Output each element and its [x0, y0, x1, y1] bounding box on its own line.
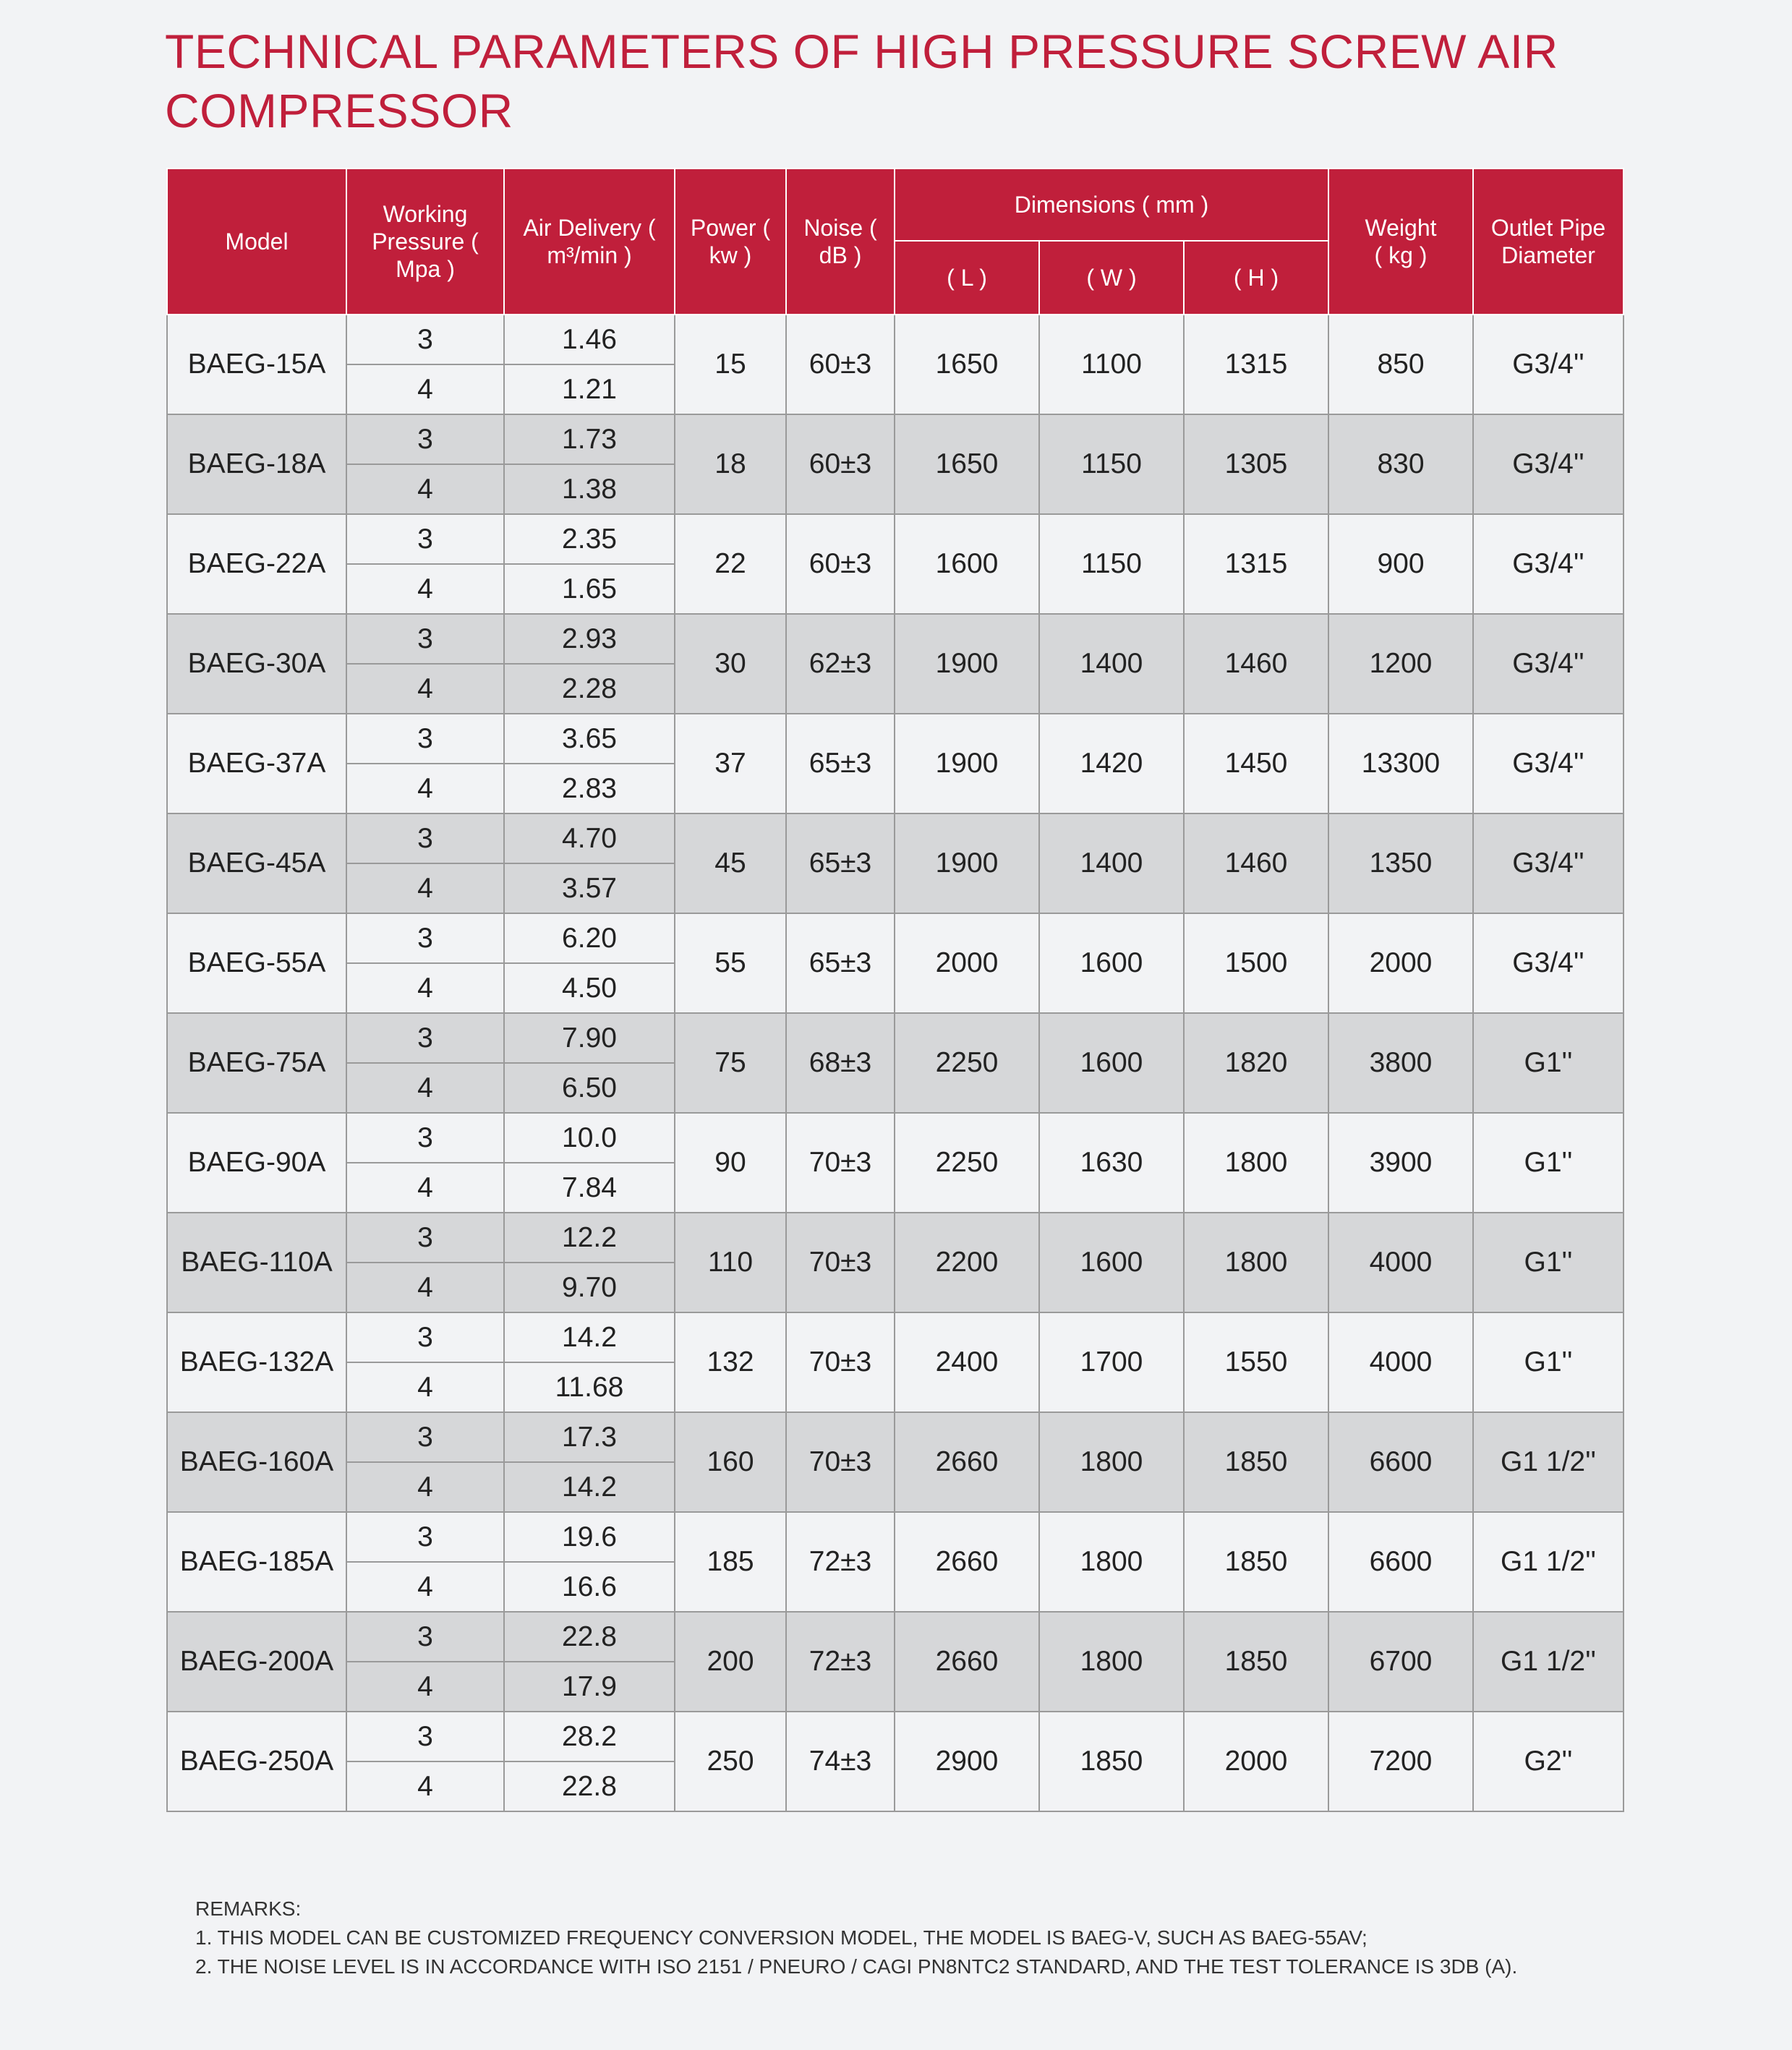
- noise-cell: 65±3: [786, 913, 895, 1013]
- header-noise: Noise ( dB ): [786, 168, 895, 315]
- pressure-cell: 3: [346, 714, 504, 764]
- power-cell: 37: [675, 714, 786, 813]
- air-delivery-cell: 17.9: [504, 1662, 675, 1712]
- length-cell: 1900: [895, 813, 1039, 913]
- pressure-cell: 3: [346, 1712, 504, 1761]
- outlet-pipe-cell: G3/4'': [1473, 614, 1624, 714]
- model-cell: BAEG-18A: [167, 414, 346, 514]
- page-title: TECHNICAL PARAMETERS OF HIGH PRESSURE SCREW AIR COMPRESSOR: [165, 25, 1558, 137]
- pressure-cell: 3: [346, 315, 504, 364]
- height-cell: 1800: [1184, 1213, 1328, 1312]
- header-dim-w: ( W ): [1039, 241, 1184, 315]
- outlet-pipe-cell: G1'': [1473, 1312, 1624, 1412]
- weight-cell: 900: [1328, 514, 1473, 614]
- model-cell: BAEG-15A: [167, 315, 346, 414]
- pressure-cell: 3: [346, 913, 504, 963]
- noise-cell: 65±3: [786, 813, 895, 913]
- length-cell: 2250: [895, 1013, 1039, 1113]
- outlet-pipe-cell: G3/4'': [1473, 813, 1624, 913]
- outlet-pipe-cell: G1'': [1473, 1213, 1624, 1312]
- air-delivery-cell: 9.70: [504, 1263, 675, 1312]
- length-cell: 1650: [895, 315, 1039, 414]
- height-cell: 1315: [1184, 514, 1328, 614]
- power-cell: 22: [675, 514, 786, 614]
- pressure-cell: 4: [346, 1163, 504, 1213]
- pressure-cell: 4: [346, 464, 504, 514]
- length-cell: 2250: [895, 1113, 1039, 1213]
- width-cell: 1600: [1039, 1213, 1184, 1312]
- power-cell: 18: [675, 414, 786, 514]
- weight-cell: 1350: [1328, 813, 1473, 913]
- table-row: [167, 1312, 1624, 1362]
- air-delivery-cell: 17.3: [504, 1412, 675, 1462]
- pressure-cell: 4: [346, 1362, 504, 1412]
- model-cell: BAEG-200A: [167, 1612, 346, 1712]
- power-cell: 185: [675, 1512, 786, 1612]
- noise-cell: 72±3: [786, 1612, 895, 1712]
- table-row: [167, 1013, 1624, 1063]
- header-power: Power ( kw ): [675, 168, 786, 315]
- outlet-pipe-cell: G3/4'': [1473, 714, 1624, 813]
- weight-cell: 2000: [1328, 913, 1473, 1013]
- pressure-cell: 4: [346, 963, 504, 1013]
- air-delivery-cell: 3.57: [504, 863, 675, 913]
- pressure-cell: 3: [346, 1013, 504, 1063]
- noise-cell: 70±3: [786, 1213, 895, 1312]
- outlet-pipe-cell: G2'': [1473, 1712, 1624, 1811]
- air-delivery-cell: 2.28: [504, 664, 675, 714]
- width-cell: 1420: [1039, 714, 1184, 813]
- height-cell: 1550: [1184, 1312, 1328, 1412]
- outlet-pipe-cell: G3/4'': [1473, 315, 1624, 414]
- outlet-pipe-cell: G3/4'': [1473, 913, 1624, 1013]
- pressure-cell: 3: [346, 414, 504, 464]
- noise-cell: 60±3: [786, 414, 895, 514]
- header-dimensions: Dimensions ( mm ): [895, 168, 1328, 241]
- table-row: [167, 1512, 1624, 1562]
- pressure-cell: 4: [346, 664, 504, 714]
- weight-cell: 1200: [1328, 614, 1473, 714]
- height-cell: 1820: [1184, 1013, 1328, 1113]
- width-cell: 1400: [1039, 614, 1184, 714]
- width-cell: 1100: [1039, 315, 1184, 414]
- outlet-pipe-cell: G1'': [1473, 1113, 1624, 1213]
- table-row: [167, 414, 1624, 464]
- weight-cell: 6600: [1328, 1512, 1473, 1612]
- noise-cell: 60±3: [786, 315, 895, 414]
- air-delivery-cell: 14.2: [504, 1462, 675, 1512]
- weight-cell: 6600: [1328, 1412, 1473, 1512]
- table-row: [167, 1412, 1624, 1462]
- height-cell: 1450: [1184, 714, 1328, 813]
- width-cell: 1600: [1039, 913, 1184, 1013]
- noise-cell: 72±3: [786, 1512, 895, 1612]
- model-cell: BAEG-75A: [167, 1013, 346, 1113]
- air-delivery-cell: 14.2: [504, 1312, 675, 1362]
- air-delivery-cell: 1.38: [504, 464, 675, 514]
- air-delivery-cell: 22.8: [504, 1612, 675, 1662]
- power-cell: 55: [675, 913, 786, 1013]
- table-row: [167, 1213, 1624, 1263]
- air-delivery-cell: 1.73: [504, 414, 675, 464]
- model-cell: BAEG-22A: [167, 514, 346, 614]
- power-cell: 75: [675, 1013, 786, 1113]
- air-delivery-cell: 2.83: [504, 764, 675, 813]
- weight-cell: 830: [1328, 414, 1473, 514]
- table-row: [167, 1113, 1624, 1163]
- pressure-cell: 3: [346, 1612, 504, 1662]
- header-working-pressure: Working Pressure ( Mpa ): [346, 168, 504, 315]
- pressure-cell: 4: [346, 1263, 504, 1312]
- outlet-pipe-cell: G3/4'': [1473, 414, 1624, 514]
- height-cell: 1800: [1184, 1113, 1328, 1213]
- height-cell: 1850: [1184, 1512, 1328, 1612]
- model-cell: BAEG-110A: [167, 1213, 346, 1312]
- pressure-cell: 3: [346, 1412, 504, 1462]
- air-delivery-cell: 7.84: [504, 1163, 675, 1213]
- height-cell: 1460: [1184, 813, 1328, 913]
- outlet-pipe-cell: G3/4'': [1473, 514, 1624, 614]
- width-cell: 1800: [1039, 1612, 1184, 1712]
- pressure-cell: 4: [346, 1063, 504, 1113]
- model-cell: BAEG-250A: [167, 1712, 346, 1811]
- noise-cell: 60±3: [786, 514, 895, 614]
- table-row: [167, 1712, 1624, 1761]
- weight-cell: 6700: [1328, 1612, 1473, 1712]
- pressure-cell: 4: [346, 1662, 504, 1712]
- air-delivery-cell: 1.46: [504, 315, 675, 364]
- weight-cell: 3800: [1328, 1013, 1473, 1113]
- length-cell: 2400: [895, 1312, 1039, 1412]
- air-delivery-cell: 11.68: [504, 1362, 675, 1412]
- remarks: [195, 1895, 1642, 1981]
- pressure-cell: 4: [346, 1562, 504, 1612]
- pressure-cell: 3: [346, 1213, 504, 1263]
- length-cell: 1600: [895, 514, 1039, 614]
- model-cell: BAEG-30A: [167, 614, 346, 714]
- table-row: [167, 514, 1624, 564]
- noise-cell: 65±3: [786, 714, 895, 813]
- model-cell: BAEG-37A: [167, 714, 346, 813]
- remark-line-2: 2. THE NOISE LEVEL IS IN ACCORDANCE WITH ISO 2151 / PNEURO / CAGI PN8NTC2 STANDARD, AND THE TEST TOLERANCE IS 3DB (A).: [195, 1955, 1518, 1978]
- height-cell: 1850: [1184, 1412, 1328, 1512]
- noise-cell: 62±3: [786, 614, 895, 714]
- air-delivery-cell: 19.6: [504, 1512, 675, 1562]
- width-cell: 1800: [1039, 1512, 1184, 1612]
- model-cell: BAEG-132A: [167, 1312, 346, 1412]
- pressure-cell: 4: [346, 764, 504, 813]
- header-model: Model: [167, 168, 346, 315]
- table-row: [167, 1612, 1624, 1662]
- table-body: [167, 315, 1624, 1811]
- length-cell: 2660: [895, 1412, 1039, 1512]
- pressure-cell: 3: [346, 1113, 504, 1163]
- pressure-cell: 3: [346, 813, 504, 863]
- height-cell: 1850: [1184, 1612, 1328, 1712]
- length-cell: 1900: [895, 714, 1039, 813]
- height-cell: 1500: [1184, 913, 1328, 1013]
- length-cell: 2900: [895, 1712, 1039, 1811]
- width-cell: 1150: [1039, 514, 1184, 614]
- outlet-pipe-cell: G1 1/2'': [1473, 1512, 1624, 1612]
- air-delivery-cell: 2.93: [504, 614, 675, 664]
- length-cell: 2000: [895, 913, 1039, 1013]
- power-cell: 45: [675, 813, 786, 913]
- power-cell: 250: [675, 1712, 786, 1811]
- table-row: [167, 614, 1624, 664]
- pressure-cell: 4: [346, 564, 504, 614]
- air-delivery-cell: 6.50: [504, 1063, 675, 1113]
- weight-cell: 13300: [1328, 714, 1473, 813]
- power-cell: 132: [675, 1312, 786, 1412]
- table-row: [167, 315, 1624, 364]
- header-air-delivery: Air Delivery ( m³/min ): [504, 168, 675, 315]
- power-cell: 110: [675, 1213, 786, 1312]
- power-cell: 200: [675, 1612, 786, 1712]
- air-delivery-cell: 2.35: [504, 514, 675, 564]
- spec-table: [166, 168, 1624, 1812]
- noise-cell: 70±3: [786, 1113, 895, 1213]
- table-row: [167, 813, 1624, 863]
- model-cell: BAEG-55A: [167, 913, 346, 1013]
- outlet-pipe-cell: G1'': [1473, 1013, 1624, 1113]
- air-delivery-cell: 4.50: [504, 963, 675, 1013]
- height-cell: 1315: [1184, 315, 1328, 414]
- air-delivery-cell: 6.20: [504, 913, 675, 963]
- model-cell: BAEG-160A: [167, 1412, 346, 1512]
- weight-cell: 3900: [1328, 1113, 1473, 1213]
- width-cell: 1150: [1039, 414, 1184, 514]
- outlet-pipe-cell: G1 1/2'': [1473, 1612, 1624, 1712]
- weight-cell: 4000: [1328, 1312, 1473, 1412]
- noise-cell: 68±3: [786, 1013, 895, 1113]
- pressure-cell: 3: [346, 1512, 504, 1562]
- pressure-cell: 4: [346, 863, 504, 913]
- weight-cell: 4000: [1328, 1213, 1473, 1312]
- noise-cell: 70±3: [786, 1412, 895, 1512]
- width-cell: 1800: [1039, 1412, 1184, 1512]
- air-delivery-cell: 16.6: [504, 1562, 675, 1612]
- air-delivery-cell: 10.0: [504, 1113, 675, 1163]
- air-delivery-cell: 4.70: [504, 813, 675, 863]
- air-delivery-cell: 12.2: [504, 1213, 675, 1263]
- length-cell: 1650: [895, 414, 1039, 514]
- width-cell: 1700: [1039, 1312, 1184, 1412]
- pressure-cell: 4: [346, 364, 504, 414]
- model-cell: BAEG-185A: [167, 1512, 346, 1612]
- length-cell: 1900: [895, 614, 1039, 714]
- outlet-pipe-cell: G1 1/2'': [1473, 1412, 1624, 1512]
- header-outlet-pipe: Outlet Pipe Diameter: [1473, 168, 1624, 315]
- table-row: [167, 714, 1624, 764]
- weight-cell: 850: [1328, 315, 1473, 414]
- header-dim-l: ( L ): [895, 241, 1039, 315]
- air-delivery-cell: 28.2: [504, 1712, 675, 1761]
- remarks-heading: REMARKS:: [195, 1897, 302, 1920]
- weight-cell: 7200: [1328, 1712, 1473, 1811]
- model-cell: BAEG-90A: [167, 1113, 346, 1213]
- table-row: [167, 913, 1624, 963]
- power-cell: 160: [675, 1412, 786, 1512]
- pressure-cell: 3: [346, 514, 504, 564]
- noise-cell: 74±3: [786, 1712, 895, 1811]
- width-cell: 1400: [1039, 813, 1184, 913]
- length-cell: 2200: [895, 1213, 1039, 1312]
- model-cell: BAEG-45A: [167, 813, 346, 913]
- noise-cell: 70±3: [786, 1312, 895, 1412]
- pressure-cell: 4: [346, 1462, 504, 1512]
- power-cell: 15: [675, 315, 786, 414]
- remark-line-1: 1. THIS MODEL CAN BE CUSTOMIZED FREQUENCY CONVERSION MODEL, THE MODEL IS BAEG-V, SUCH AS BAEG-55AV;: [195, 1926, 1368, 1949]
- header-dim-h: ( H ): [1184, 241, 1328, 315]
- power-cell: 30: [675, 614, 786, 714]
- height-cell: 1460: [1184, 614, 1328, 714]
- pressure-cell: 4: [346, 1761, 504, 1811]
- length-cell: 2660: [895, 1512, 1039, 1612]
- length-cell: 2660: [895, 1612, 1039, 1712]
- header-weight: Weight ( kg ): [1328, 168, 1473, 315]
- height-cell: 2000: [1184, 1712, 1328, 1811]
- pressure-cell: 3: [346, 1312, 504, 1362]
- air-delivery-cell: 7.90: [504, 1013, 675, 1063]
- power-cell: 90: [675, 1113, 786, 1213]
- air-delivery-cell: 3.65: [504, 714, 675, 764]
- air-delivery-cell: 22.8: [504, 1761, 675, 1811]
- width-cell: 1600: [1039, 1013, 1184, 1113]
- height-cell: 1305: [1184, 414, 1328, 514]
- width-cell: 1850: [1039, 1712, 1184, 1811]
- air-delivery-cell: 1.65: [504, 564, 675, 614]
- pressure-cell: 3: [346, 614, 504, 664]
- air-delivery-cell: 1.21: [504, 364, 675, 414]
- width-cell: 1630: [1039, 1113, 1184, 1213]
